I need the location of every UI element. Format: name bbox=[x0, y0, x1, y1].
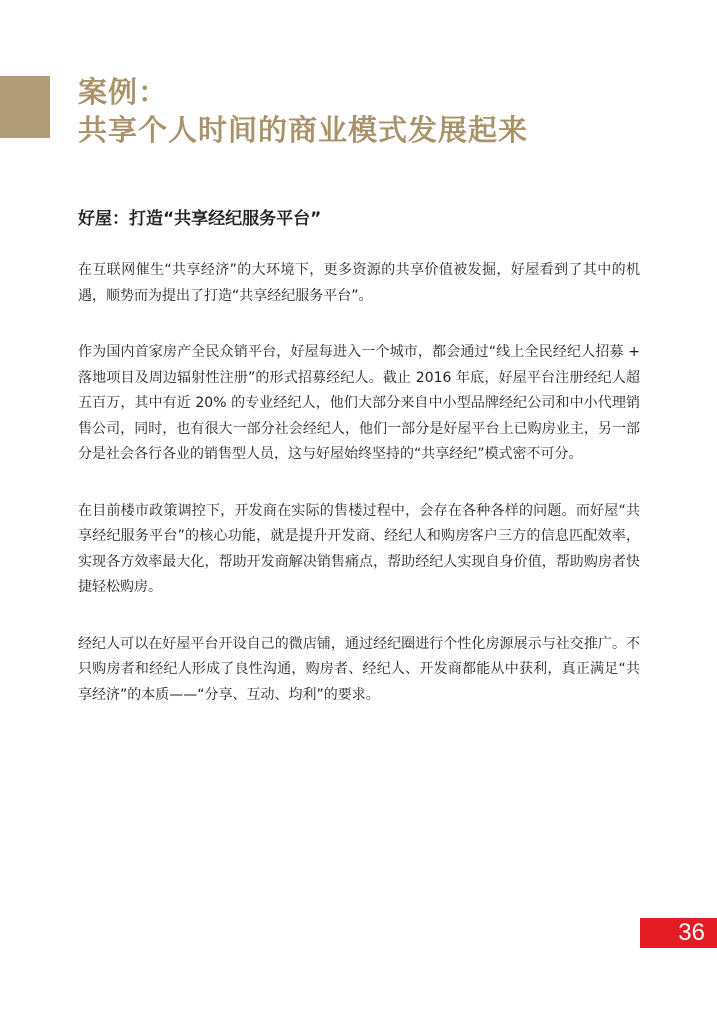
paragraph-4: 经纪人可以在好屋平台开设自己的微店铺，通过经纪圈进行个性化房源展示与社交推广。不只购房者和经纪人形成了良性沟通，购房者、经纪人、开发商都能从中获利，真正满足“共享经济”的本质——“分享、互动、均利”的要求。 bbox=[78, 635, 640, 703]
paragraph-2: 作为国内首家房产全民众销平台，好屋每进入一个城市，都会通过“线上全民经纪人招募 + 落地项目及周边辐射性注册”的形式招募经纪人。截止 2016 年底，好屋平台注册经纪人超五百万，其中有近 20% 的专业经纪人，他们大部分来自中小型品牌经纪公司和中小代理销售公司，同时，也有很大一部分社会经纪人，他们一部分是好屋平台上已购房业主，另一部分是社会各行各业的销售型人员，这与好屋始终坚持的“共享经纪”模式密不可分。 bbox=[78, 344, 640, 462]
paragraph-1: 在互联网催生“共享经济”的大环境下，更多资源的共享价值被发掘，好屋看到了其中的机遇，顺势而为提出了打造“共享经纪服务平台”。 bbox=[78, 262, 640, 304]
page-title-case: 案例： bbox=[78, 75, 169, 109]
section-heading: 好屋：打造“共享经纪服务平台” bbox=[78, 209, 322, 229]
page-number: 36 bbox=[640, 918, 717, 948]
page-title: 共享个人时间的商业模式发展起来 bbox=[78, 113, 529, 147]
paragraph-3: 在目前楼市政策调控下，开发商在实际的售楼过程中，会存在各种各样的问题。而好屋“共享经纪服务平台”的核心功能，就是提升开发商、经纪人和购房客户三方的信息匹配效率，实现各方效率最大化，帮助开发商解决销售痛点，帮助经纪人实现自身价值，帮助购房者快捷轻松购房。 bbox=[78, 502, 640, 595]
accent-block bbox=[0, 76, 50, 138]
body-text bbox=[78, 258, 640, 739]
